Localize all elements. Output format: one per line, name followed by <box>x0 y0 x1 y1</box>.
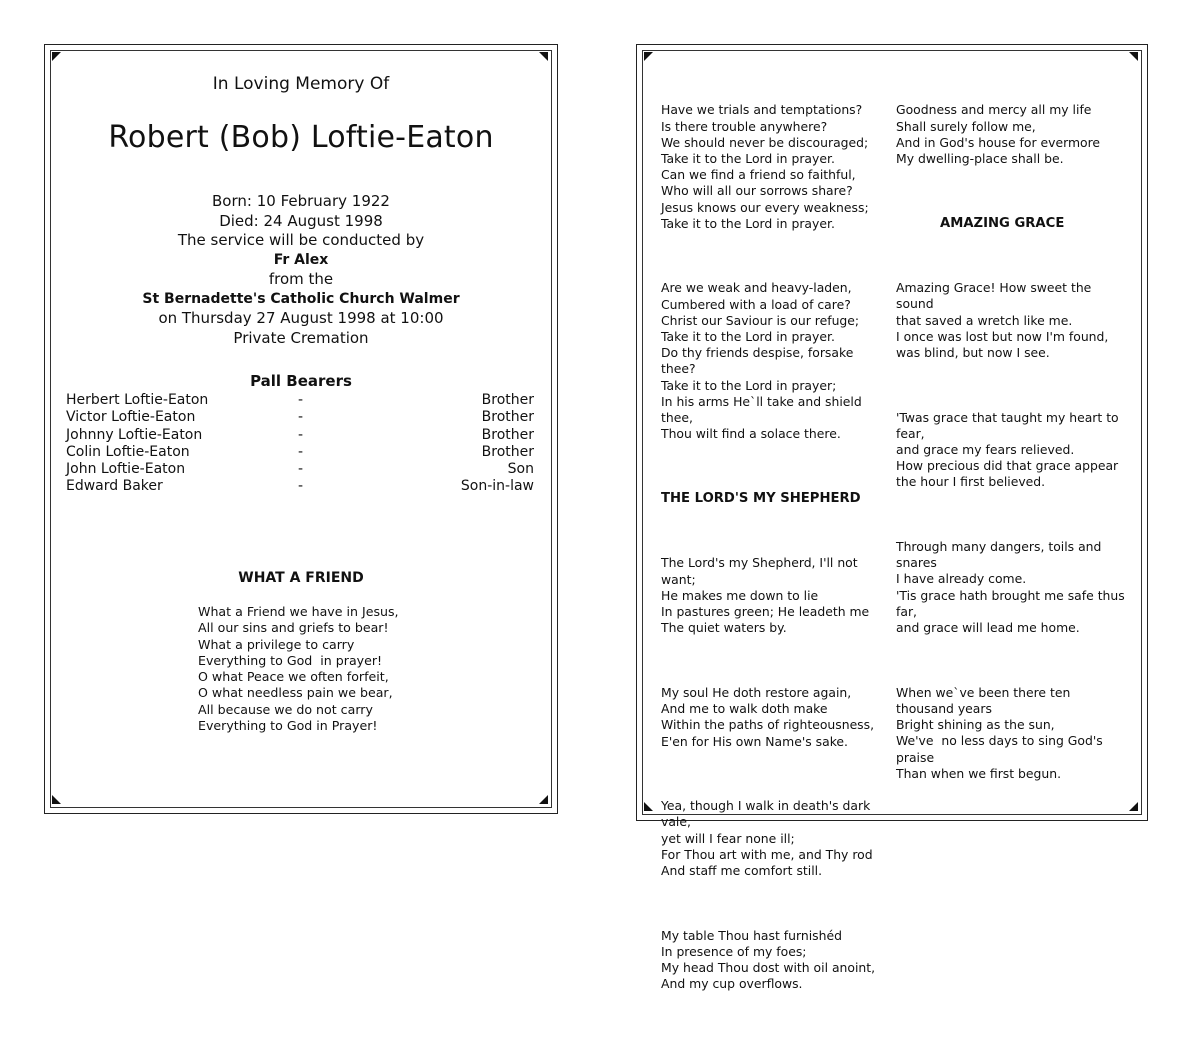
list-item <box>66 409 534 426</box>
corner-ornament-icon <box>52 52 61 61</box>
pall-bearers-title: Pall Bearers <box>250 372 352 390</box>
hymn-column-left <box>661 70 875 1041</box>
separator: - <box>298 461 304 478</box>
corner-ornament-icon <box>52 795 61 804</box>
bearer-name: Colin Loftie-Eaton <box>66 443 190 460</box>
shepherd-stanza: My soul He doth restore again, And me to walk doth make Within the paths of righteousness, E'en for His own Name's sake. <box>661 684 875 749</box>
bearer-relation: Brother <box>481 409 534 426</box>
bearer-relation: Son <box>507 461 534 478</box>
bearer-name: Herbert Loftie-Eaton <box>66 392 209 408</box>
what-a-friend-stanza: Are we weak and heavy-laden, Cumbered with a load of care? Christ our Saviour is our refuge; Take it to the Lord in prayer. Do thy friends despise, forsake thee? Take it to the Lord in prayer; In his arms He`ll take and shield thee, Thou wilt find a solace there. <box>661 280 862 442</box>
list-item <box>66 478 534 495</box>
bearer-name: John Loftie-Eaton <box>66 461 186 478</box>
deceased-name: Robert (Bob) Loftie-Eaton <box>108 120 494 155</box>
birth-date: Born: 10 February 1922 <box>212 192 390 210</box>
corner-ornament-icon <box>644 802 653 811</box>
from-line: from the <box>268 270 334 288</box>
bearer-name: Johnny Loftie-Eaton <box>66 426 203 443</box>
shepherd-stanza: The Lord's my Shepherd, I'll not want; He makes me down to lie In pastures green; He leadeth me The quiet waters by. <box>661 555 870 636</box>
cremation-note: Private Cremation <box>233 328 369 347</box>
pall-bearers-list <box>66 392 534 496</box>
grace-stanza: When we`ve been there ten thousand years Bright shining as the sun, We've no less days to sing God's praise Than when we first begun. <box>896 684 1103 781</box>
church-name: St Bernadette's Catholic Church Walmer <box>142 290 460 307</box>
grace-stanza: 'Twas grace that taught my heart to fear, and grace my fears relieved. How precious did that grace appear the hour I first believed. <box>896 409 1119 490</box>
list-item <box>66 427 534 444</box>
bearer-relation: Brother <box>481 392 534 408</box>
what-a-friend-verse: What a Friend we have in Jesus, All our sins and griefs to bear! What a privilege to carry Everything to God in prayer! O what Peace we often forfeit, O what needless pain we bear, All because we do not carry Everything to God in Prayer! <box>198 604 399 734</box>
separator: - <box>298 443 304 460</box>
bearer-relation: Brother <box>481 443 534 460</box>
grace-stanza: Through many dangers, toils and snares I have already come. 'Tis grace hath brought me safe thus far, and grace will lead me home. <box>896 539 1125 636</box>
what-a-friend-title: WHAT A FRIEND <box>238 570 364 586</box>
corner-ornament-icon <box>1129 52 1138 61</box>
bearer-name: Edward Baker <box>66 478 163 495</box>
list-item <box>66 444 534 461</box>
bearer-name: Victor Loftie-Eaton <box>66 409 196 426</box>
death-date: Died: 24 August 1998 <box>219 211 383 230</box>
memorial-intro: In Loving Memory Of <box>212 74 390 94</box>
list-item <box>66 461 534 478</box>
what-a-friend-stanza: Have we trials and temptations? Is there trouble anywhere? We should never be discouraged; Take it to the Lord in prayer. Can we find a friend so faithful, Who will all our sorrows share? Jesus knows our every weakness; Take it to the Lord in prayer. <box>661 102 869 231</box>
shepherd-stanza: Goodness and mercy all my life Shall surely follow me, And in God's house for evermore My dwelling-place shall be. <box>896 102 1101 167</box>
service-date: on Thursday 27 August 1998 at 10:00 <box>158 309 444 327</box>
service-details <box>56 192 546 348</box>
shepherd-stanza: My table Thou hast furnishéd In presence of my foes; My head Thou dost with oil anoint, And my cup overflows. <box>661 927 876 992</box>
list-item <box>66 392 534 409</box>
amazing-grace-title: AMAZING GRACE <box>940 215 1065 231</box>
separator: - <box>298 478 304 495</box>
grace-stanza: Amazing Grace! How sweet the sound that saved a wretch like me. I once was lost but now I'm found, was blind, but now I see. <box>896 280 1109 361</box>
separator: - <box>298 426 304 443</box>
lords-my-shepherd-title: THE LORD'S MY SHEPHERD <box>661 490 861 506</box>
corner-ornament-icon <box>539 795 548 804</box>
hymn-column-right <box>896 70 1125 830</box>
separator: - <box>298 409 304 426</box>
bearer-relation: Brother <box>481 426 534 443</box>
officiant: Fr Alex <box>273 251 329 268</box>
separator: - <box>298 392 304 408</box>
corner-ornament-icon <box>539 52 548 61</box>
corner-ornament-icon <box>1129 802 1138 811</box>
corner-ornament-icon <box>644 52 653 61</box>
service-line: The service will be conducted by <box>177 231 425 249</box>
shepherd-stanza: Yea, though I walk in death's dark vale, yet will I fear none ill; For Thou art with me, and Thy rod And staff me comfort still. <box>661 798 873 878</box>
bearer-relation: Son-in-law <box>460 478 534 495</box>
